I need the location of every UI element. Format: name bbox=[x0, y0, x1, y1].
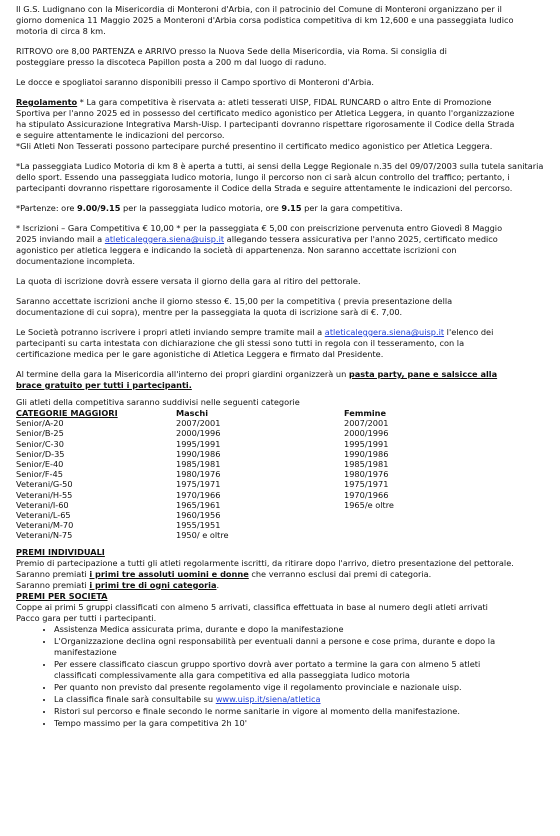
list-item-text: Ristori sul percorso e finale secondo le norme sanitarie in vigore al momento della manifestazione. bbox=[54, 705, 460, 716]
giorno-stesso-line: documentazione di cui sopra), mentre per la passeggiata la quota di iscrizione sarà di €. 7,00. bbox=[16, 307, 403, 317]
intro-paragraph bbox=[16, 4, 548, 37]
societa-text: l'elenco dei bbox=[444, 327, 494, 337]
list-item-text: Per essere classificato ciascun gruppo sportivo dovrà aver portato a termine la gara con almeno 5 atleti bbox=[54, 658, 481, 669]
regolamento-line: *Gli Atleti Non Tesserati possono partecipare purché presentino il certificato medico agonistico per Atletica Leggera. bbox=[16, 141, 493, 151]
premi-text: Saranno premiati bbox=[16, 579, 90, 590]
societa-line: certificazione medica per le gare agonistiche di Atletica Leggera e firmato dal Presidente. bbox=[16, 349, 384, 359]
category-years-male: 2000/1996 bbox=[176, 428, 221, 439]
category-name: Senior/F-45 bbox=[16, 469, 63, 480]
passeggiata-line: partecipanti dovranno rispettare rigorosamente il Codice della Strada e seguire attentamente le indicazioni del percorso. bbox=[16, 183, 513, 193]
partenze-time-race: 9.15 bbox=[281, 203, 302, 213]
category-name: Senior/D-35 bbox=[16, 448, 65, 459]
category-years-female: 1985/1981 bbox=[344, 459, 389, 470]
category-years-male: 1995/1991 bbox=[176, 438, 221, 449]
list-item-text: Assistenza Medica assicurata prima, durante e dopo la manifestazione bbox=[54, 623, 344, 634]
category-years-male: 1955/1951 bbox=[176, 520, 221, 531]
email-link[interactable]: atleticaleggera.siena@uisp.it bbox=[324, 327, 445, 337]
category-years-male: 1980/1976 bbox=[176, 469, 221, 480]
iscrizioni-paragraph bbox=[16, 223, 548, 267]
category-name: Senior/A-20 bbox=[16, 418, 64, 429]
category-years-female bbox=[344, 520, 494, 530]
category-years-female: 1990/1986 bbox=[344, 448, 389, 459]
category-name: Senior/B-25 bbox=[16, 428, 64, 439]
pasta-text: Al termine della gara la Misericordia all'interno dei propri giardini organizzerà un bbox=[16, 369, 349, 379]
iscrizioni-text: 2025 inviando mail a bbox=[16, 234, 105, 244]
premi-societa-line: Pacco gara per tutti i partecipanti. bbox=[16, 612, 157, 623]
list-item bbox=[54, 706, 548, 717]
category-years-female bbox=[344, 530, 494, 540]
categorie-intro: Gli atleti della competitiva saranno suddivisi nelle seguenti categorie bbox=[16, 397, 300, 407]
partenze-text: per la passeggiata ludico motoria, ore bbox=[120, 203, 282, 213]
category-years-female: 1995/1991 bbox=[344, 438, 389, 449]
list-item bbox=[54, 636, 548, 658]
regolamento-paragraph bbox=[16, 97, 548, 152]
premi-text: Saranno premiati bbox=[16, 568, 90, 579]
category-name: Veterani/N-75 bbox=[16, 530, 73, 541]
list-item-text: classificati complessivamente alla gara competitiva ed alla passeggiata ludico motoria bbox=[54, 669, 410, 680]
pasta-highlight: pasta party, pane e salsicce alla bbox=[348, 369, 498, 379]
quota-paragraph: La quota di iscrizione dovrà essere versata il giorno della gara al ritiro del pettorale. bbox=[16, 276, 361, 286]
iscrizioni-line: documentazione incompleta. bbox=[16, 256, 136, 266]
premi-individuali-section bbox=[16, 547, 548, 591]
intro-line: giorno domenica 11 Maggio 2025 a Monteroni d'Arbia corsa podistica competitiva di km 12,600 e una passeggiata ludico bbox=[16, 15, 514, 25]
list-item-text: La classifica finale sarà consultabile su bbox=[54, 693, 216, 704]
category-years-male: 1960/1956 bbox=[176, 510, 221, 521]
list-item-text: Tempo massimo per la gara competitiva 2h 10' bbox=[54, 717, 247, 728]
regolamento-line: * La gara competitiva è riservata a: atleti tesserati UISP, FIDAL RUNCARD o altro Ente di Promozione bbox=[77, 97, 492, 107]
societa-paragraph bbox=[16, 327, 548, 360]
category-years-male: 1950/ e oltre bbox=[176, 530, 229, 541]
intro-line: Il G.S. Ludignano con la Misericordia di Monteroni d'Arbia, con il patrocinio del Comune di Monteroni organizzano per il bbox=[16, 4, 502, 14]
docce-paragraph: Le docce e spogliatoi saranno disponibili presso il Campo sportivo di Monteroni d'Arbia. bbox=[16, 77, 374, 87]
partenze-text: *Partenze: ore bbox=[16, 203, 78, 213]
premi-highlight: i primi tre assoluti uomini e donne bbox=[89, 568, 249, 579]
iscrizioni-line: agonistico per atletica leggera e indicando la società di appartenenza. Non saranno accettate iscrizioni con bbox=[16, 245, 457, 255]
category-years-female: 2007/2001 bbox=[344, 418, 389, 429]
passeggiata-line: *La passeggiata Ludico Motoria di km 8 è aperta a tutti, ai sensi della Legge Regionale n.35 del 09/07/2003 sulla tutela sanitaria bbox=[16, 161, 544, 171]
category-years-male: 1975/1971 bbox=[176, 479, 221, 490]
list-item bbox=[54, 718, 548, 729]
list-item-text: manifestazione bbox=[54, 646, 117, 657]
premi-text: . bbox=[216, 579, 220, 590]
premi-highlight: i primi tre di ogni categoria bbox=[89, 579, 217, 590]
document bbox=[16, 4, 548, 730]
list-item bbox=[54, 624, 548, 635]
category-years-female: 1975/1971 bbox=[344, 479, 389, 490]
category-years-female bbox=[344, 510, 494, 520]
premi-societa-title: PREMI PER SOCIETA bbox=[16, 590, 108, 601]
list-item-text: Per quanto non previsto dal presente regolamento vige il regolamento provinciale e nazionale uisp. bbox=[54, 681, 462, 692]
list-item bbox=[54, 659, 548, 681]
regolamento-line: Sportiva per l'anno 2025 ed in possesso del certificato medico agonistico per Atletica Leggera, in quanto l'organizzazione bbox=[16, 108, 515, 118]
premi-societa-section bbox=[16, 591, 548, 624]
category-name: Senior/E-40 bbox=[16, 459, 64, 470]
passeggiata-line: dello sport. Essendo una passeggiata ludico motoria, lungo il percorso non ci sarà alcun controllo del traffico; pertanto, i bbox=[16, 172, 510, 182]
premi-text: che verranno esclusi dai premi di categoria. bbox=[248, 568, 432, 579]
list-item bbox=[54, 682, 548, 693]
giorno-stesso-line: Saranno accettate iscrizioni anche il giorno stesso €. 15,00 per la competitiva ( previa presentazione della bbox=[16, 296, 453, 306]
results-link[interactable]: www.uisp.it/siena/atletica bbox=[215, 693, 321, 704]
category-years-male: 1990/1986 bbox=[176, 448, 221, 459]
category-name: Veterani/H-55 bbox=[16, 489, 73, 500]
iscrizioni-line: * Iscrizioni – Gara Competitiva € 10,00 * per la passeggiata € 5,00 con preiscrizione pervenuta entro Giovedì 8 Maggio bbox=[16, 223, 503, 233]
list-item-text: L'Organizzazione declina ogni responsabilità per eventuali danni a persone e cose prima, durante e dopo la bbox=[54, 635, 496, 646]
ritrovo-line: posteggiare presso la discoteca Papillon posta a 200 m dal luogo di raduno. bbox=[16, 57, 327, 67]
regolamento-line: e seguire attentamente le indicazioni del percorso. bbox=[16, 130, 225, 140]
partenze-paragraph bbox=[16, 203, 548, 214]
categories-header-female: Femmine bbox=[344, 408, 387, 418]
category-years-female: 1980/1976 bbox=[344, 469, 389, 480]
giorno-stesso-paragraph bbox=[16, 296, 548, 318]
rules-list bbox=[16, 624, 548, 729]
passeggiata-paragraph bbox=[16, 161, 548, 194]
premi-individuali-line: Premio di partecipazione a tutti gli atleti regolarmente iscritti, da ritirare dopo l'arrivo, dietro presentazione del pettorale. bbox=[16, 557, 514, 568]
category-name: Veterani/G-50 bbox=[16, 479, 73, 490]
category-name: Veterani/M-70 bbox=[16, 520, 74, 531]
regolamento-title: Regolamento bbox=[16, 97, 78, 107]
category-years-male: 1970/1966 bbox=[176, 489, 221, 500]
partenze-time-walk: 9.00/9.15 bbox=[77, 203, 121, 213]
categories-header-label: CATEGORIE MAGGIORI bbox=[16, 408, 118, 418]
premi-individuali-title: PREMI INDIVIDUALI bbox=[16, 546, 105, 557]
categorie-section bbox=[16, 397, 548, 541]
categories-header-male: Maschi bbox=[176, 408, 209, 418]
partenze-text: per la gara competitiva. bbox=[301, 203, 403, 213]
category-years-male: 2007/2001 bbox=[176, 418, 221, 429]
ritrovo-line: RITROVO ore 8,00 PARTENZA e ARRIVO presso la Nuova Sede della Misericordia, via Roma. Si consiglia di bbox=[16, 46, 447, 56]
intro-line: motoria di circa 8 km. bbox=[16, 26, 106, 36]
category-name: Senior/C-30 bbox=[16, 438, 64, 449]
pasta-highlight: brace gratuito per tutti i partecipanti. bbox=[16, 380, 192, 390]
category-name: Veterani/L-65 bbox=[16, 510, 71, 521]
regolamento-line: ha stipulato Assicurazione Integrativa Marsh-Uisp. I partecipanti dovranno rispettare rigorosamente il Codice della Strada bbox=[16, 119, 515, 129]
category-name: Veterani/I-60 bbox=[16, 499, 69, 510]
societa-text: Le Società potranno iscrivere i propri atleti inviando sempre tramite mail a bbox=[16, 327, 325, 337]
list-item bbox=[54, 694, 548, 705]
societa-line: partecipanti su carta intestata con dichiarazione che gli stessi sono tutti in regola con il tesseramento, con la bbox=[16, 338, 465, 348]
ritrovo-paragraph bbox=[16, 46, 548, 68]
premi-societa-line: Coppe ai primi 5 gruppi classificati con almeno 5 arrivati, classifica effettuata in base al numero degli atleti arrivati bbox=[16, 601, 488, 612]
email-link[interactable]: atleticaleggera.siena@uisp.it bbox=[104, 234, 225, 244]
categories-table bbox=[16, 408, 548, 541]
category-years-female: 2000/1996 bbox=[344, 428, 389, 439]
category-years-female: 1970/1966 bbox=[344, 489, 389, 500]
category-years-female: 1965/e oltre bbox=[344, 499, 394, 510]
iscrizioni-text: allegando tessera assicurativa per l'anno 2025, certificato medico bbox=[224, 234, 498, 244]
pasta-paragraph bbox=[16, 369, 548, 391]
category-years-male: 1965/1961 bbox=[176, 499, 221, 510]
category-years-male: 1985/1981 bbox=[176, 459, 221, 470]
